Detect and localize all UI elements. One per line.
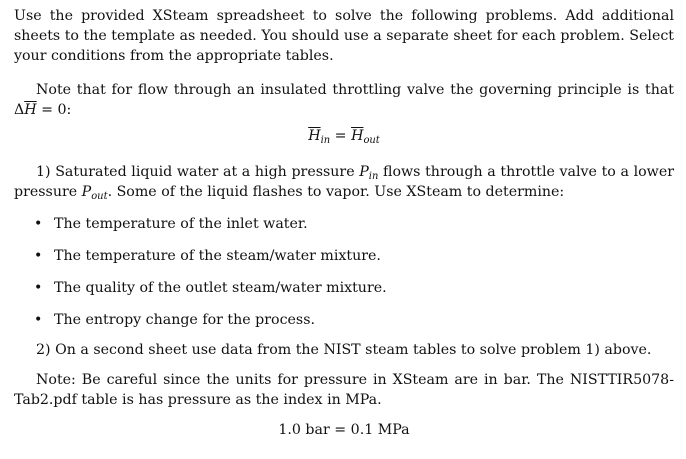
document	[14, 6, 674, 440]
delta-h-expression: $\Delta\overline{H} = 0$:	[14, 102, 72, 118]
note-text: Note that for flow through an insulated throttling valve the governing principle is that	[36, 82, 674, 98]
bullet-icon: •	[34, 280, 43, 296]
intro-paragraph: Use the provided XSteam spreadsheet to solve the following problems. Add additional sheets to the template as needed. You should use a separate sheet for each problem. Select your conditions from the appropriate tables.	[14, 8, 674, 64]
list-item: • The quality of the outlet steam/water mixture.	[34, 280, 387, 296]
list-item: • The temperature of the steam/water mixture.	[34, 248, 381, 264]
bullet-icon: •	[34, 312, 43, 328]
list-item: • The temperature of the inlet water.	[34, 216, 308, 232]
note-paragraph	[14, 80, 674, 120]
problem-2-statement: 2) On a second sheet use data from the NIST steam tables to solve problem 1) above.	[36, 342, 652, 358]
units-note: Note: Be careful since the units for pressure in XSteam are in bar. The NISTTIR5078-Tab2.pdf table is has pressure as the index in MPa.	[14, 372, 674, 408]
problem-1-statement: 1) Saturated liquid water at a high pressure $P_{in}$ flows through a throttle valve to a lower pressure $P_{out}$. Some of the liquid flashes to vapor. Use XSteam to determine:	[14, 164, 675, 202]
list-item: • The entropy change for the process.	[34, 312, 315, 328]
unit-conversion: 1.0 bar = 0.1 MPa	[278, 422, 410, 438]
bullet-icon: •	[34, 216, 43, 232]
bullet-icon: •	[34, 248, 43, 264]
enthalpy-equation: $\overline{H}_{in} = \overline{H}_{out}$	[308, 128, 380, 146]
task-list	[14, 214, 674, 330]
